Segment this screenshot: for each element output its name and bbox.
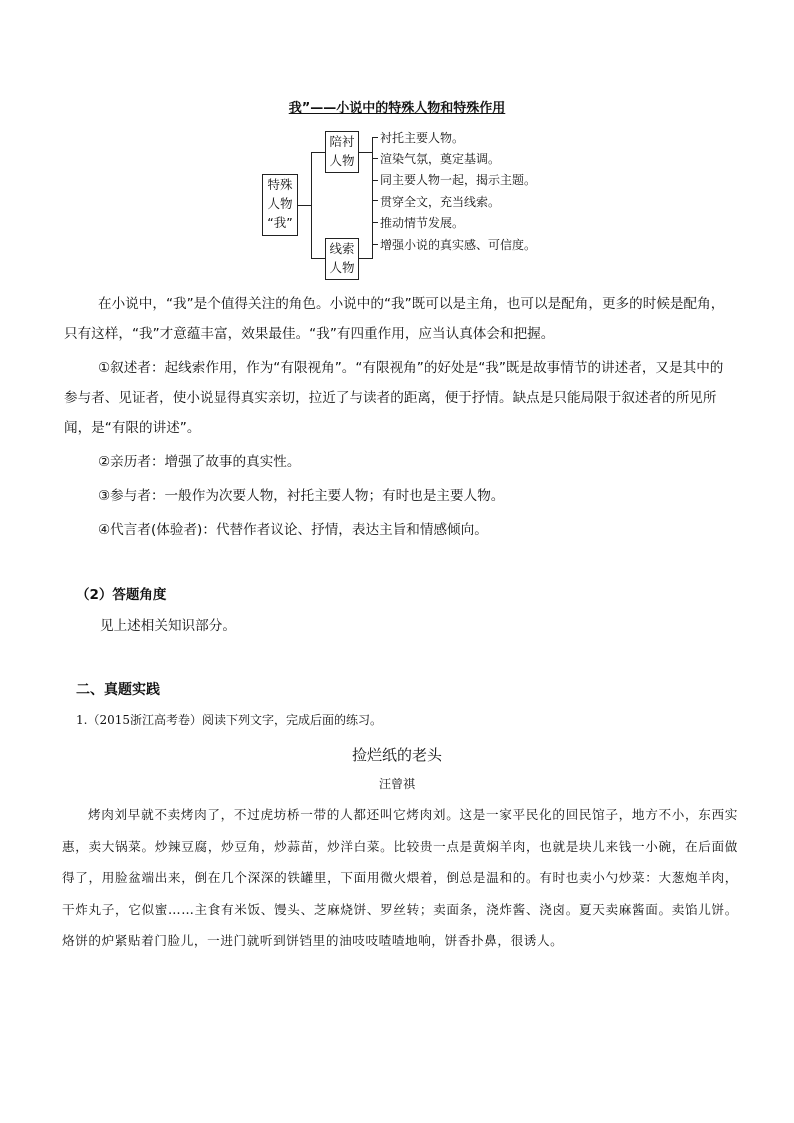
story-title: 捡烂纸的老头 (351, 746, 442, 764)
role-participant: ③参与者：一般作为次要人物，衬托主要人物；有时也是主要人物。 (98, 488, 505, 504)
role-spokesperson: ④代言者(体验者)：代替作者议论、抒情，表达主旨和情感倾向。 (98, 522, 488, 538)
intro-paragraph: 在小说中，“我”是个值得关注的角色。小说中的“我”既可以是主角，也可以是配角，更多的时候是配角，只有这样，“我”才意蕴丰富，效果最佳。“我”有四重作用，应当认真体会和把握。 (64, 296, 725, 342)
section-heading-answer-angle: （2）答题角度 (76, 587, 167, 603)
diagram-item: 贯穿全文，充当线索。 (380, 195, 501, 209)
connector (298, 205, 312, 206)
connector (372, 137, 378, 138)
connector (311, 258, 325, 259)
connector (311, 152, 325, 153)
connector (372, 200, 373, 259)
section-text: 见上述相关知识部分。 (100, 618, 236, 634)
diagram-item: 推动情节发展。 (380, 216, 465, 230)
body-text (64, 289, 734, 545)
diagram-branch-box-accompany: 陪衬 人物 (325, 131, 359, 173)
diagram-item: 渲染气氛，奠定基调。 (380, 152, 501, 166)
diagram-root-box: 特殊 人物 “我” (262, 174, 298, 236)
section-heading-practice: 二、真题实践 (76, 682, 160, 698)
diagram-item: 同主要人物一起，揭示主题。 (380, 173, 537, 187)
diagram-item: 增强小说的真实感、可信度。 (380, 238, 537, 252)
connector (372, 200, 378, 201)
connector (372, 244, 378, 245)
page-title: 我”——小说中的特殊人物和特殊作用 (288, 101, 506, 116)
connector (372, 180, 378, 181)
connector (311, 152, 312, 259)
connector (359, 258, 373, 259)
connector (372, 158, 378, 159)
story-body (62, 799, 738, 957)
diagram-item: 衬托主要人物。 (380, 131, 465, 145)
story-paragraph: 烤肉刘早就不卖烤肉了，不过虎坊桥一带的人都还叫它烤肉刘。这是一家平民化的回民馆子，地方不小，东西实惠，卖大锅菜。炒辣豆腐，炒豆角，炒蒜苗，炒洋白菜。比较贵一点是黄焖羊肉，也就是块儿来钱一小碗，在后面做得了，用脸盆端出来，倒在几个深深的铁罐里，下面用微火煨着，倒总是温和的。有时也卖小勺炒菜：大葱炮羊肉，干炸丸子，它似蜜……主食有米饭、馒头、芝麻烧饼、罗丝转；卖面条，浇炸酱、浇卤。夏天卖麻酱面。卖馅儿饼。烙饼的炉紧贴着门脸儿，一进门就听到饼铛里的油吱吱喳喳地响，饼香扑鼻，很诱人。 (62, 807, 738, 948)
story-author: 汪曾祺 (378, 777, 415, 791)
diagram-branch-box-clue: 线索 人物 (325, 238, 359, 280)
question-prompt: 1.（2015浙江高考卷）阅读下列文字，完成后面的练习。 (76, 713, 382, 727)
role-narrator: ①叙述者：起线索作用，作为“有限视角”。“有限视角”的好处是“我”既是故事情节的讲述者，又是其中的参与者、见证者，使小说显得真实亲切，拉近了与读者的距离，便于抒情。缺点是只能局限于叙述者的所见所闻，是“有限的讲述”。 (64, 360, 724, 436)
role-experiencer: ②亲历者：增强了故事的真实性。 (98, 454, 301, 470)
connector (359, 152, 373, 153)
